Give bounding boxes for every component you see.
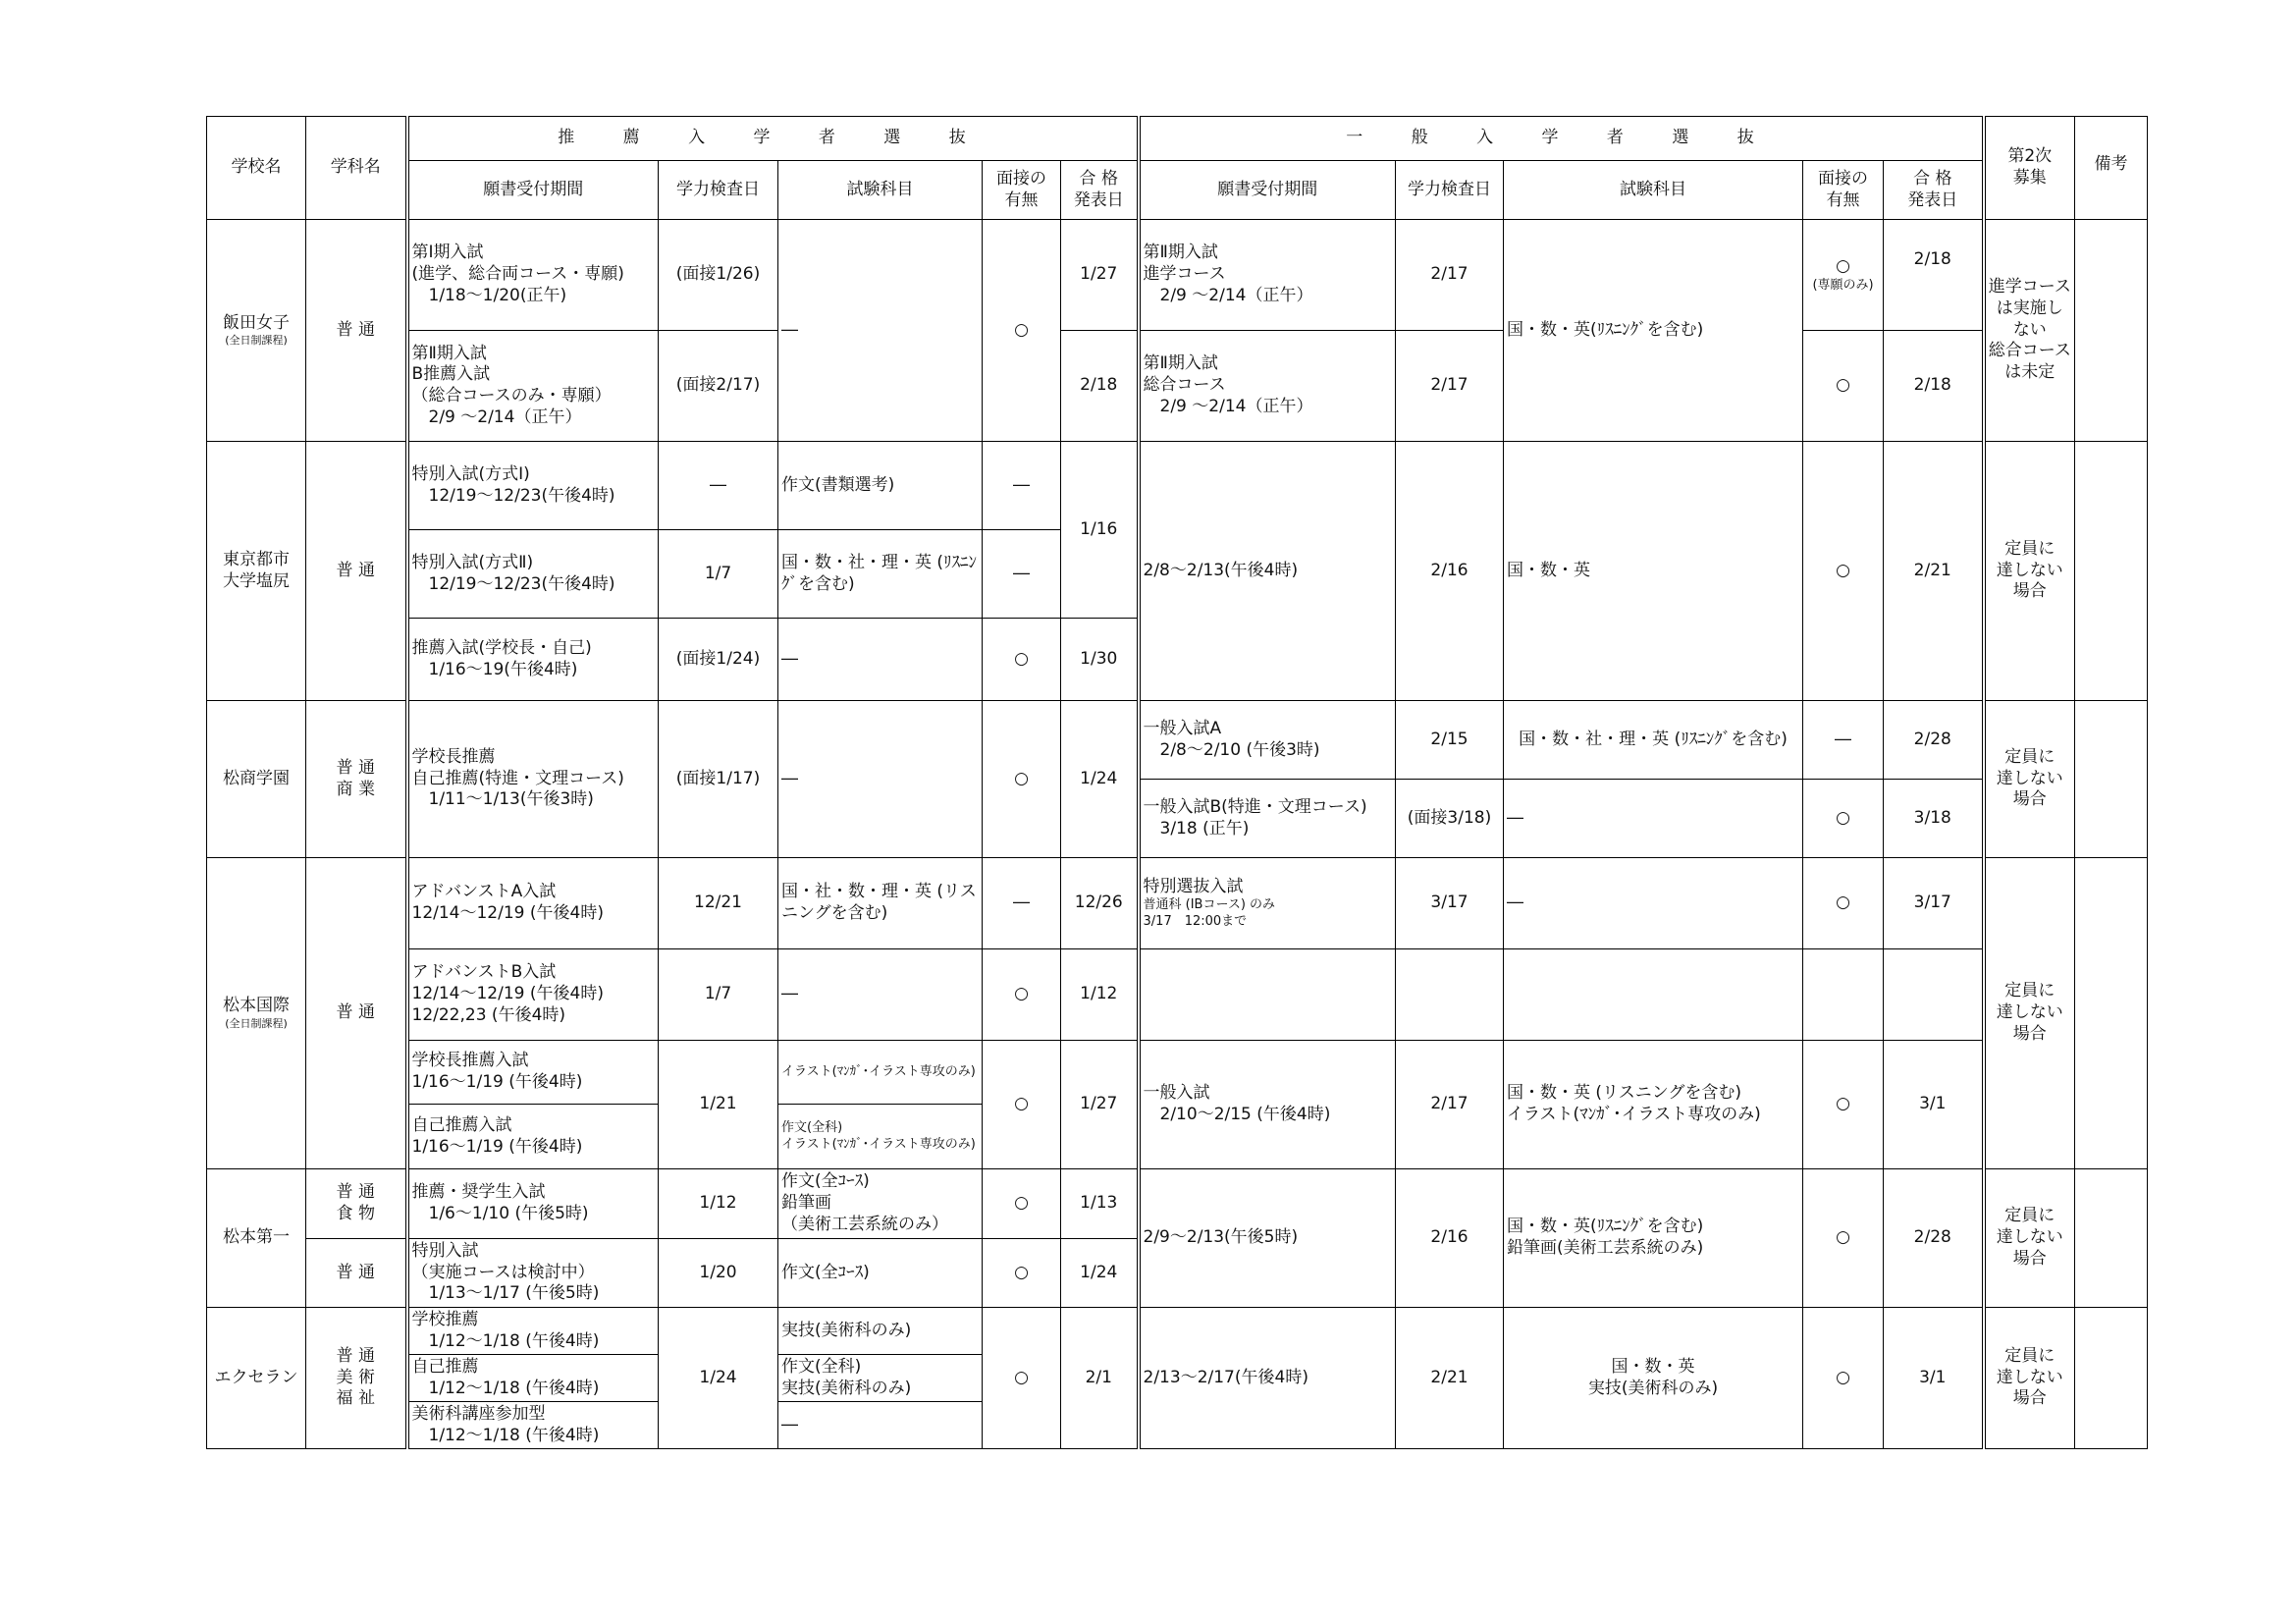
rec-date: 1/7 [659,530,778,619]
gen-date: 2/17 [1396,220,1504,331]
rec-interview: ○ [983,1169,1061,1239]
header-rec-period: 願書受付期間 [407,161,659,220]
school-name: 東京都市 大学塩尻 [207,442,306,701]
remarks-cell [2075,858,2148,1169]
table-row [207,858,2148,949]
gen-subjects: 国・数・英(ﾘｽﾆﾝｸﾞを含む) 鉛筆画(美術工芸系統のみ) [1504,1169,1803,1308]
gen-interview: ○ [1803,1308,1884,1449]
empty-cell [1803,949,1884,1041]
rec-subjects: 作文(全ｺｰｽ) [778,1239,983,1308]
rec-period: 特別入試 （実施コースは検討中） 1/13～1/17 (午後5時) [407,1239,659,1308]
gen-period: 第Ⅱ期入試 進学コース 2/9 ～2/14（正午） [1139,220,1396,331]
gen-subjects: ― [1504,858,1803,949]
gen-period: 第Ⅱ期入試 総合コース 2/9 ～2/14（正午） [1139,331,1396,442]
gen-subjects: 国・数・英 [1504,442,1803,701]
gen-date: 3/17 [1396,858,1504,949]
empty-cell [1884,949,1984,1041]
school-name: 松本第一 [207,1169,306,1308]
empty-cell [1504,949,1803,1041]
table-row [207,331,2148,442]
gen-period: 一般入試A 2/8～2/10 (午後3時) [1139,701,1396,780]
rec-period: 推薦・奨学生入試 1/6～1/10 (午後5時) [407,1169,659,1239]
header-second: 第2次 募集 [1984,117,2075,220]
table-row [207,949,2148,1041]
gen-interview: ○ [1803,331,1884,442]
rec-interview: ― [983,442,1061,530]
school-name: エクセラン [207,1308,306,1449]
second-round: 進学コースは実施しない 総合コースは未定 [1984,220,2075,442]
interview-mark: ○ [1836,255,1850,276]
rec-date: 12/21 [659,858,778,949]
rec-subjects: ― [778,220,983,442]
gen-period-cell [1139,858,1396,949]
rec-announce: 1/24 [1061,701,1139,858]
gen-interview: ○ [1803,780,1884,858]
gen-date: 2/17 [1396,1041,1504,1169]
interview-note: (専願のみ) [1812,277,1874,293]
dept-cell: 普 通 商 業 [306,701,407,858]
header-gen-interview: 面接の 有無 [1803,161,1884,220]
school-note: (全日制課程) [225,334,288,348]
rec-date: 1/20 [659,1239,778,1308]
table-row [207,220,2148,331]
gen-period: 特別選抜入試 [1143,876,1244,896]
rec-interview: ○ [983,1239,1061,1308]
gen-date: 2/17 [1396,331,1504,442]
gen-interview: ― [1803,701,1884,780]
gen-announce: 3/18 [1884,780,1984,858]
school-kokusai [207,858,306,1169]
school-note: (全日制課程) [225,1016,288,1030]
rec-date: (面接1/24) [659,619,778,701]
gen-announce: 3/1 [1884,1041,1984,1169]
rec-interview: ○ [983,619,1061,701]
header-gen-date: 学力検査日 [1396,161,1504,220]
rec-announce: 2/1 [1061,1308,1139,1449]
gen-subjects: 国・数・英 (リスニングを含む) イラスト(ﾏﾝｶﾞ･イラスト専攻のみ) [1504,1041,1803,1169]
header-rec-announce: 合 格 発表日 [1061,161,1139,220]
rec-date: (面接1/26) [659,220,778,331]
rec-interview: ○ [983,1041,1061,1169]
table-row [207,442,2148,530]
school-name: 松本国際 [223,996,290,1016]
second-round: 定員に 達しない 場合 [1984,442,2075,701]
header-gen-period: 願書受付期間 [1139,161,1396,220]
rec-subjects: 作文(全科) イラスト(ﾏﾝｶﾞ･イラスト専攻のみ) [778,1105,983,1169]
gen-period-note: 普通科 (IBコース) のみ 3/17 12:00まで [1143,897,1276,929]
remarks-cell [2075,1308,2148,1449]
rec-period: 自己推薦入試 1/16～1/19 (午後4時) [407,1105,659,1169]
rec-subjects: 作文(書類選考) [778,442,983,530]
rec-subjects: 国・数・社・理・英 (ﾘｽﾆﾝｸﾞを含む) [778,530,983,619]
rec-period: 自己推薦 1/12～1/18 (午後4時) [407,1355,659,1402]
rec-date: 1/21 [659,1041,778,1169]
rec-period: 特別入試(方式Ⅱ) 12/19～12/23(午後4時) [407,530,659,619]
rec-interview: ― [983,858,1061,949]
rec-subjects: ― [778,701,983,858]
second-round: 定員に 達しない 場合 [1984,1308,2075,1449]
gen-subjects: 国・数・英 実技(美術科のみ) [1504,1308,1803,1449]
table-row [207,1041,2148,1105]
rec-subjects: 国・社・数・理・英 (リスニングを含む) [778,858,983,949]
school-name: 松商学園 [207,701,306,858]
rec-subjects: ― [778,619,983,701]
rec-interview: ○ [983,949,1061,1041]
table-row [207,1308,2148,1355]
remarks-cell [2075,442,2148,701]
rec-period: 特別入試(方式Ⅰ) 12/19～12/23(午後4時) [407,442,659,530]
rec-subjects: 実技(美術科のみ) [778,1308,983,1355]
gen-announce: 2/28 [1884,1169,1984,1308]
empty-cell [1396,949,1504,1041]
school-name: 飯田女子 [223,312,290,333]
rec-announce: 1/27 [1061,220,1139,331]
rec-announce: 1/30 [1061,619,1139,701]
gen-interview: ○ [1803,442,1884,701]
rec-date: 1/24 [659,1308,778,1449]
gen-date: (面接3/18) [1396,780,1504,858]
rec-interview: ○ [983,220,1061,442]
dept-cell: 普 通 食 物 [306,1169,407,1239]
rec-announce: 1/13 [1061,1169,1139,1239]
second-round: 定員に 達しない 場合 [1984,1169,2075,1308]
gen-announce: 3/1 [1884,1308,1984,1449]
rec-period: 推薦入試(学校長・自己) 1/16～19(午後4時) [407,619,659,701]
rec-subjects: イラスト(ﾏﾝｶﾞ･イラスト専攻のみ) [778,1041,983,1105]
rec-period: 学校長推薦 自己推薦(特進・文理コース) 1/11～1/13(午後3時) [407,701,659,858]
remarks-cell [2075,220,2148,442]
rec-subjects: ― [778,1402,983,1449]
rec-date: (面接1/17) [659,701,778,858]
header-general: 一 般 入 学 者 選 抜 [1139,117,1984,161]
table-row [207,701,2148,780]
rec-announce: 2/18 [1061,331,1139,442]
rec-period: 第Ⅱ期入試 B推薦入試 （総合コースのみ・専願） 2/9 ～2/14（正午） [407,331,659,442]
rec-period: 学校推薦 1/12～1/18 (午後4時) [407,1308,659,1355]
gen-period: 2/9～2/13(午後5時) [1139,1169,1396,1308]
dept-cell: 普 通 [306,858,407,1169]
rec-announce: 1/16 [1061,442,1139,619]
dept-cell: 普 通 美 術 福 祉 [306,1308,407,1449]
second-round: 定員に 達しない 場合 [1984,701,2075,858]
rec-announce: 1/12 [1061,949,1139,1041]
dept-cell: 普 通 [306,1239,407,1308]
rec-period: アドバンストB入試 12/14～12/19 (午後4時) 12/22,23 (午後4時) [407,949,659,1041]
gen-interview: ○ [1803,1041,1884,1169]
header-recommendation: 推 薦 入 学 者 選 抜 [407,117,1139,161]
dept-cell: 普 通 [306,442,407,701]
rec-interview: ○ [983,1308,1061,1449]
gen-interview: ○ [1803,858,1884,949]
rec-subjects: 作文(全科) 実技(美術科のみ) [778,1355,983,1402]
header-gen-announce: 合 格 発表日 [1884,161,1984,220]
rec-date: (面接2/17) [659,331,778,442]
gen-subjects: ― [1504,780,1803,858]
second-round: 定員に 達しない 場合 [1984,858,2075,1169]
rec-announce: 1/24 [1061,1239,1139,1308]
gen-date: 2/16 [1396,1169,1504,1308]
rec-interview: ○ [983,701,1061,858]
dept-cell: 普 通 [306,220,407,442]
gen-subjects: 国・数・英(ﾘｽﾆﾝｸﾞを含む) [1504,220,1803,442]
gen-announce: 2/21 [1884,442,1984,701]
gen-period: 一般入試 2/10～2/15 (午後4時) [1139,1041,1396,1169]
gen-period: 2/8～2/13(午後4時) [1139,442,1396,701]
rec-announce: 1/27 [1061,1041,1139,1169]
remarks-cell [2075,701,2148,858]
gen-date: 2/16 [1396,442,1504,701]
gen-announce: 2/28 [1884,701,1984,780]
header-rec-interview: 面接の 有無 [983,161,1061,220]
header-dept: 学科名 [306,117,407,220]
header-rec-subjects: 試験科目 [778,161,983,220]
gen-period: 2/13～2/17(午後4時) [1139,1308,1396,1449]
gen-announce: 2/18 [1884,331,1984,442]
header-gen-subjects: 試験科目 [1504,161,1803,220]
rec-date: ― [659,442,778,530]
gen-announce: 3/17 [1884,858,1984,949]
rec-period: 学校長推薦入試 1/16～1/19 (午後4時) [407,1041,659,1105]
gen-subjects: 国・数・社・理・英 (ﾘｽﾆﾝｸﾞを含む) [1504,701,1803,780]
gen-announce: 2/18 [1884,220,1984,331]
gen-period: 一般入試B(特進・文理コース) 3/18 (正午) [1139,780,1396,858]
admissions-table [206,116,2148,1449]
rec-period: 第Ⅰ期入試 (進学、総合両コース・専願) 1/18～1/20(正午) [407,220,659,331]
rec-date: 1/7 [659,949,778,1041]
header-rec-date: 学力検査日 [659,161,778,220]
gen-interview [1803,220,1884,331]
gen-date: 2/21 [1396,1308,1504,1449]
table-row [207,1169,2148,1239]
gen-date: 2/15 [1396,701,1504,780]
rec-announce: 12/26 [1061,858,1139,949]
rec-subjects: ― [778,949,983,1041]
empty-cell [1139,949,1396,1041]
rec-date: 1/12 [659,1169,778,1239]
rec-period: アドバンストA入試 12/14～12/19 (午後4時) [407,858,659,949]
gen-interview: ○ [1803,1169,1884,1308]
remarks-cell [2075,1169,2148,1308]
school-iida [207,220,306,442]
header-school: 学校名 [207,117,306,220]
header-remarks: 備考 [2075,117,2148,220]
rec-period: 美術科講座参加型 1/12～1/18 (午後4時) [407,1402,659,1449]
rec-interview: ― [983,530,1061,619]
rec-subjects: 作文(全ｺｰｽ) 鉛筆画 （美術工芸系統のみ） [778,1169,983,1239]
